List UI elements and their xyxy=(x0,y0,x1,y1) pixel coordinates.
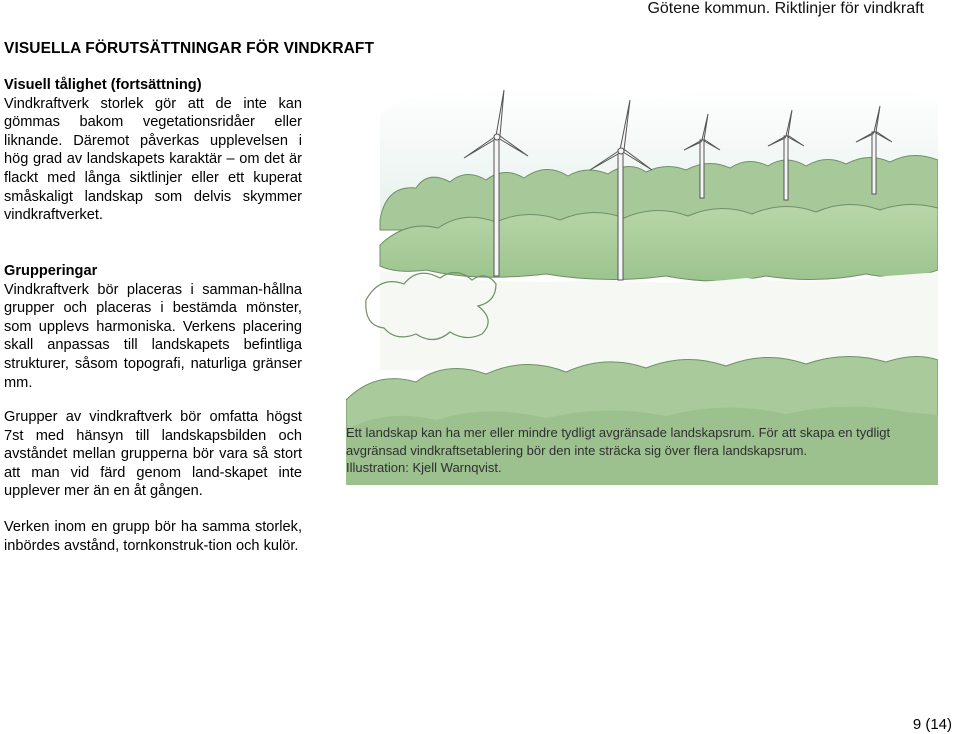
page-number: 9 (14) xyxy=(912,716,952,733)
running-header: Götene kommun. Riktlinjer för vindkraft xyxy=(647,0,924,17)
section-title: VISUELLA FÖRUTSÄTTNINGAR FÖR VINDKRAFT xyxy=(4,40,375,57)
caption-line-2: avgränsad vindkraftsetablering bör den inte sträcka sig över flera landskapsrum. xyxy=(346,442,808,458)
text-block-group-size xyxy=(4,408,302,501)
paragraph-uniformity: Verken inom en grupp bör ha samma storlek, inbördes avstånd, tornkonstruk-tion och kulör. xyxy=(4,519,302,554)
paragraph-visual-tolerance: Vindkraftverk storlek gör att de inte kan gömmas bakom vegetationsridåer eller liknande. Däremot påverkas upplevelsen i hög grad av landskapets karaktär – om det är flackt med långa siktlinjer eller ett kuperat småskaligt landskap som delvis skymmer vindkraftverket. xyxy=(4,95,302,224)
text-block-visual-tolerance xyxy=(4,76,302,225)
caption-line-1: Ett landskap kan ha mer eller mindre tydligt avgränsade landskapsrum. För att skapa en tydligt xyxy=(346,425,891,440)
text-block-groupings xyxy=(4,262,302,392)
heading-visual-tolerance: Visuell tålighet (fortsättning) xyxy=(4,77,202,93)
paragraph-group-size: Grupper av vindkraftverk bör omfatta högst 7st med hänsyn till landskapsbilden och avståndet mellan grupperna bör vara så stort att man vid färd genom land-skapet inte upplever mer än en åt gången. xyxy=(4,409,302,500)
wind-turbine-landscape-image xyxy=(346,70,938,485)
text-block-uniformity xyxy=(4,518,302,555)
caption-credit: Illustration: Kjell Warnqvist. xyxy=(346,460,502,475)
landscape-illustration xyxy=(346,70,938,485)
paragraph-groupings: Vindkraftverk bör placeras i samman-hållna grupper och placeras i bestämda mönster, som upplevs harmoniska. Verkens placering skall anpassas till landskapets befintliga strukturer, såsom topografi, naturliga gränser mm. xyxy=(4,281,302,391)
heading-groupings: Grupperingar xyxy=(4,263,98,279)
figure-caption xyxy=(346,424,936,477)
